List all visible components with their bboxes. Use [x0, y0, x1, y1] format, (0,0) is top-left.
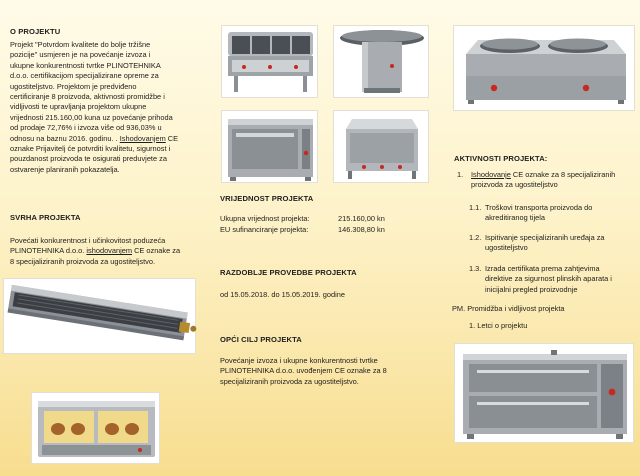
text-line: ugostiteljstvo. Projektom je predviđeno: [10, 81, 137, 91]
promotion-heading: PM. Promidžba i vidljivost projekta: [452, 304, 565, 313]
text-line: d.o.o. certifikacijom specijalizirane opreme za: [10, 71, 159, 81]
text-line: odnosu na baznu 2016. godinu. . Ishodovanjem CE: [10, 133, 179, 143]
text-line: direktive za sigurnost plinskih aparata i: [485, 274, 612, 284]
underlined-word: Ishodovanje: [471, 170, 511, 179]
product-photo-deck-oven: [454, 343, 634, 443]
activity-number: 1.1.: [469, 203, 482, 212]
text-line: certificiranje 8 proizvoda, aktivnosti promidžbe i: [10, 92, 165, 102]
text-line: pozicije" usmjeren je na povećanje izvoza i: [10, 50, 151, 60]
text-line: ukupne konkurentnosti tvrtke PLINOTEHNIKA: [10, 60, 161, 70]
text-line: Povećati konkurentnost i učinkovitost poduzeća: [10, 236, 166, 245]
activity-subitem: [469, 203, 639, 224]
activity-item-1: [457, 170, 637, 191]
right-column: [428, 0, 640, 476]
cilj-text: [220, 356, 416, 387]
left-column: [0, 0, 212, 476]
text-line: specijaliziranih proizvoda za ugostiteljstvo.: [220, 376, 359, 386]
display-cabinet-illustration: [32, 393, 161, 465]
value-amount: 215.160,00 kn: [338, 214, 385, 223]
text-line: vrijednosti 215.160,00 kuna uz povećanje prihoda: [10, 112, 173, 122]
text-line: 8 specijaliziranih proizvoda za ugostiteljstvo.: [10, 256, 156, 266]
product-photo-heated-display-cabinet: [31, 392, 160, 464]
text-line: oznake Prijavitelj će potvrditi kvalitetu, sigurnost i: [10, 144, 171, 154]
round-griddle-illustration: [334, 26, 430, 99]
text-line: ugostiteljstvo: [485, 243, 528, 253]
value-amount: 146.308,80 kn: [338, 225, 385, 234]
promotion-item: 1. Letci o projektu: [469, 321, 528, 330]
vrijednost-heading: VRIJEDNOST PROJEKTA: [220, 194, 314, 203]
gas-grill-station-illustration: [222, 26, 319, 99]
text-line: ostvarenje planiranih pokazatelja.: [10, 164, 120, 174]
text-line: vidljivosti te upravljanja projektom ukupne: [10, 102, 147, 112]
text-line: Izrada certifikata prema zahtjevima: [485, 264, 600, 273]
o-projektu-heading: O PROJEKTU: [10, 27, 61, 36]
product-photo-gas-grill-station: [221, 25, 318, 98]
activity-subitem: [469, 264, 640, 295]
product-photo-infrared-grill-bar: [3, 278, 196, 354]
value-row-eu: [220, 225, 420, 235]
value-label: EU sufinanciranje projekta:: [220, 225, 309, 234]
value-label: Ukupna vrijednost projekta:: [220, 214, 310, 223]
razdoblje-text: od 15.05.2018. do 15.05.2019. godine: [220, 290, 345, 299]
product-photo-stainless-cabinet: [333, 110, 429, 183]
text-line: Povećanje izvoza i ukupne konkurentnosti tvrtke: [220, 356, 378, 365]
deck-oven-illustration: [455, 344, 635, 444]
cilj-heading: OPĆI CILJ PROJEKTA: [220, 335, 302, 344]
text-line: od prodaje 72,76% i izvoza više od 936,03% u: [10, 123, 162, 133]
activity-number: 1.: [457, 170, 464, 179]
o-projektu-text: [10, 40, 200, 175]
aktivnosti-heading: AKTIVNOSTI PROJEKTA:: [454, 154, 548, 163]
razdoblje-heading: RAZDOBLJE PROVEDBE PROJEKTA: [220, 268, 357, 277]
svrha-text: [10, 236, 200, 267]
text-line: pouzdanost proizvoda te osigurati preduvjete za: [10, 154, 167, 164]
underlined-word: Ishodovanjem: [119, 133, 166, 143]
text-line: Ispitivanje specijaliziranih uređaja za: [485, 233, 605, 242]
double-hotplate-illustration: [454, 26, 636, 112]
underlined-word: ishodovanjem: [86, 246, 133, 256]
activity-number: 1.3.: [469, 264, 482, 273]
text-line: PLINOTEHNIKA d.o.o. uvođenjem CE oznake za 8: [220, 366, 387, 376]
activity-number: 1.2.: [469, 233, 482, 242]
activity-subitem: [469, 233, 639, 254]
text-line: Ishodovanje CE oznake za 8 specijaliziranih: [471, 170, 616, 179]
product-photo-round-griddle-table: [333, 25, 429, 98]
svrha-heading: SVRHA PROJEKTA: [10, 213, 81, 222]
middle-column: [212, 0, 428, 476]
text-line: inicijalni pregled proizvodnje: [485, 284, 578, 294]
text-line: akreditiranog tijela: [485, 213, 545, 223]
text-line: Troškovi transporta proizvoda do: [485, 203, 593, 212]
grill-bar-illustration: [4, 279, 197, 355]
value-row-total: [220, 214, 420, 224]
text-line: proizvoda za ugostiteljstvo: [471, 180, 558, 190]
text-line: Projekt "Potvrdom kvalitete do bolje tržišne: [10, 40, 151, 49]
stainless-cabinet-illustration: [334, 111, 430, 184]
gas-oven-illustration: [222, 111, 319, 184]
product-photo-gas-oven: [221, 110, 318, 183]
product-photo-double-hotplate: [453, 25, 635, 111]
text-line: PLINOTEHNIKA d.o.o. ishodovanjem CE oznake za: [10, 246, 181, 256]
